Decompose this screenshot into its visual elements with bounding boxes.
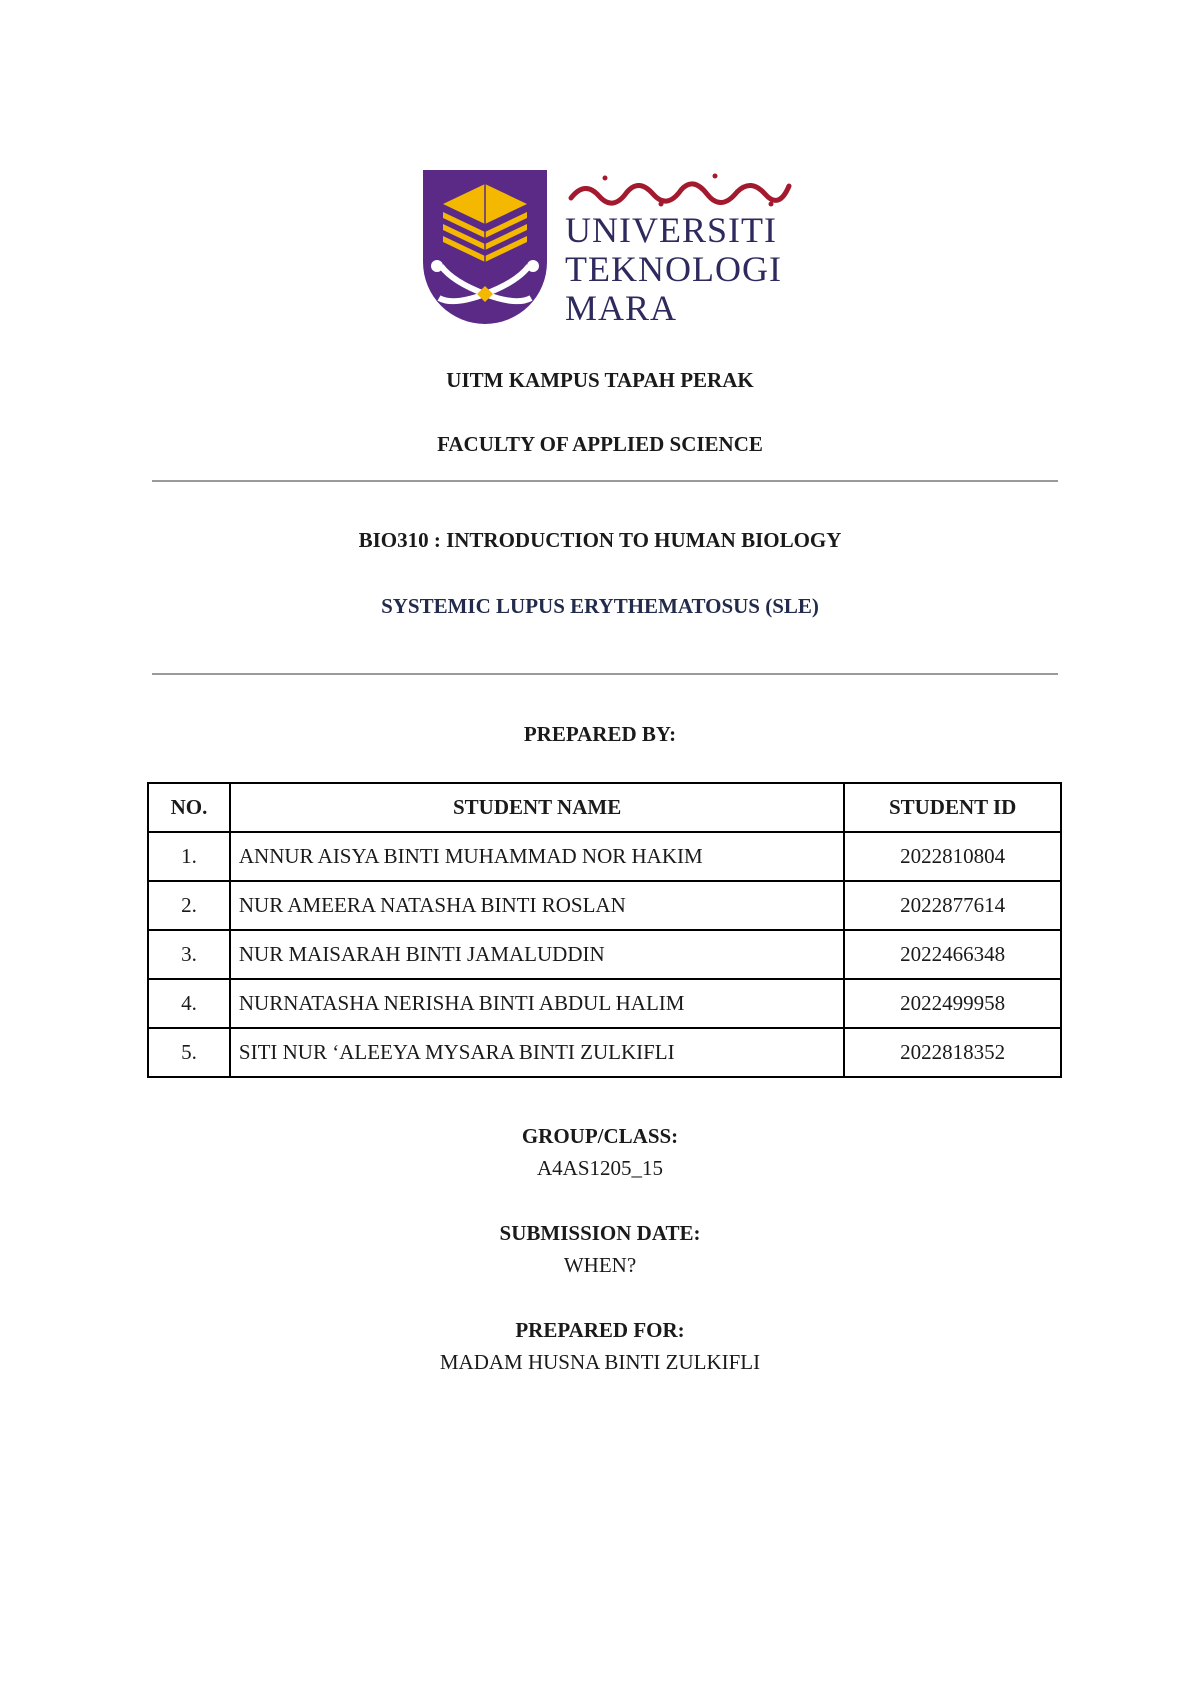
row-student-name: SITI NUR ‘ALEEYA MYSARA BINTI ZULKIFLI — [230, 1028, 844, 1077]
logo-line-universiti: UNIVERSITI — [565, 210, 777, 250]
row-no: 3. — [148, 930, 230, 979]
row-student-id: 2022466348 — [844, 930, 1061, 979]
header-student-id: STUDENT ID — [844, 783, 1061, 832]
jawi-script-mark — [565, 170, 793, 210]
uitm-logo — [423, 170, 793, 326]
group-class-value: A4AS1205_15 — [536, 1156, 663, 1180]
row-no: 4. — [148, 979, 230, 1028]
row-student-id: 2022877614 — [844, 881, 1061, 930]
prepared-for-label: PREPARED FOR: — [515, 1318, 685, 1342]
table-row — [148, 1028, 1061, 1077]
uitm-crest-icon — [423, 170, 547, 326]
faculty-heading: FACULTY OF APPLIED SCIENCE — [437, 432, 763, 456]
logo-line-mara: MARA — [565, 288, 678, 328]
table-row — [148, 930, 1061, 979]
submission-date-label: SUBMISSION DATE: — [499, 1221, 701, 1245]
report-topic: SYSTEMIC LUPUS ERYTHEMATOSUS (SLE) — [381, 594, 819, 618]
row-student-id: 2022810804 — [844, 832, 1061, 881]
table-row — [148, 881, 1061, 930]
table-header-row — [148, 783, 1061, 832]
student-table — [147, 782, 1062, 1078]
row-student-name: NUR MAISARAH BINTI JAMALUDDIN — [230, 930, 844, 979]
prepared-by-label: PREPARED BY: — [523, 722, 677, 746]
uitm-wordmark — [565, 170, 793, 326]
row-student-name: NURNATASHA NERISHA BINTI ABDUL HALIM — [230, 979, 844, 1028]
row-student-name: NUR AMEERA NATASHA BINTI ROSLAN — [230, 881, 844, 930]
row-no: 2. — [148, 881, 230, 930]
row-student-id: 2022818352 — [844, 1028, 1061, 1077]
group-class-label: GROUP/CLASS: — [521, 1124, 679, 1148]
divider-top — [152, 480, 1058, 482]
campus-heading: UITM KAMPUS TAPAH PERAK — [446, 368, 754, 392]
row-student-name: ANNUR AISYA BINTI MUHAMMAD NOR HAKIM — [230, 832, 844, 881]
prepared-for-value: MADAM HUSNA BINTI ZULKIFLI — [439, 1350, 761, 1374]
course-title: BIO310 : INTRODUCTION TO HUMAN BIOLOGY — [358, 528, 842, 552]
table-row — [148, 832, 1061, 881]
table-row — [148, 979, 1061, 1028]
row-no: 5. — [148, 1028, 230, 1077]
row-student-id: 2022499958 — [844, 979, 1061, 1028]
header-no: NO. — [148, 783, 230, 832]
submission-date-value: WHEN? — [563, 1253, 637, 1277]
header-student-name: STUDENT NAME — [230, 783, 844, 832]
logo-line-teknologi: TEKNOLOGI — [565, 249, 782, 289]
row-no: 1. — [148, 832, 230, 881]
divider-bottom — [152, 673, 1058, 675]
